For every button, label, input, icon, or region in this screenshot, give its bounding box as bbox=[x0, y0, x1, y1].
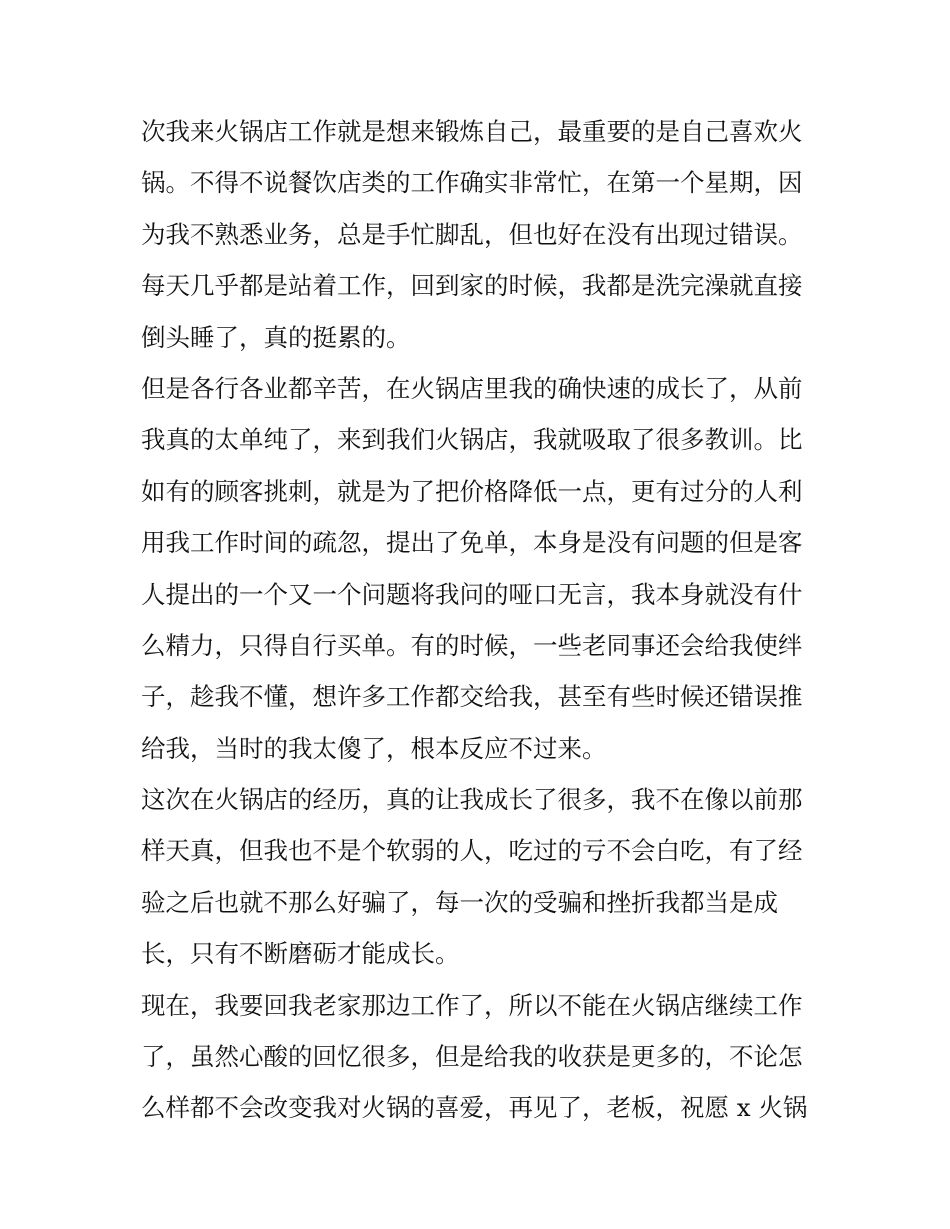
text-line: 现在，我要回我老家那边工作了，所以不能在火锅店继续工作 bbox=[141, 990, 803, 1020]
text-line: 每天几乎都是站着工作，回到家的时候，我都是洗完澡就直接 bbox=[141, 271, 803, 301]
text-line: 这次在火锅店的经历，真的让我成长了很多，我不在像以前那 bbox=[141, 785, 803, 815]
text-line: 么精力，只得自行买单。有的时候，一些老同事还会给我使绊 bbox=[141, 630, 803, 660]
document-body bbox=[141, 106, 816, 1134]
text-line: 长，只有不断磨砺才能成长。 bbox=[141, 939, 460, 969]
text-line: 次我来火锅店工作就是想来锻炼自己，最重要的是自己喜欢火 bbox=[141, 117, 803, 146]
text-line: 给我，当时的我太傻了，根本反应不过来。 bbox=[141, 733, 607, 763]
text-line: 锅。不得不说餐饮店类的工作确实非常忙，在第一个星期，因 bbox=[141, 168, 803, 198]
text-line: 我真的太单纯了，来到我们火锅店，我就吸取了很多教训。比 bbox=[141, 425, 803, 455]
text-line: 验之后也就不那么好骗了，每一次的受骗和挫折我都当是成 bbox=[141, 887, 778, 917]
text-line: 如有的顾客挑刺，就是为了把价格降低一点，更有过分的人利 bbox=[141, 476, 803, 506]
text-line: 为我不熟悉业务，总是手忙脚乱，但也好在没有出现过错误。 bbox=[141, 219, 803, 249]
text-line: 子，趁我不懂，想许多工作都交给我，甚至有些时候还错误推 bbox=[141, 682, 803, 712]
text-line: 样天真，但我也不是个软弱的人，吃过的亏不会白吃，有了经 bbox=[141, 836, 803, 866]
text-line: 么样都不会改变我对火锅的喜爱，再见了，老板，祝愿 x 火锅 bbox=[141, 1093, 808, 1123]
text-line: 倒头睡了，真的挺累的。 bbox=[141, 322, 411, 352]
text-line: 用我工作时间的疏忽，提出了免单，本身是没有问题的但是客 bbox=[141, 528, 803, 558]
text-line: 人提出的一个又一个问题将我问的哑口无言，我本身就没有什 bbox=[141, 579, 803, 609]
text-line: 了，虽然心酸的回忆很多，但是给我的收获是更多的，不论怎 bbox=[141, 1042, 803, 1072]
text-line: 但是各行各业都辛苦，在火锅店里我的确快速的成长了，从前 bbox=[141, 373, 803, 403]
